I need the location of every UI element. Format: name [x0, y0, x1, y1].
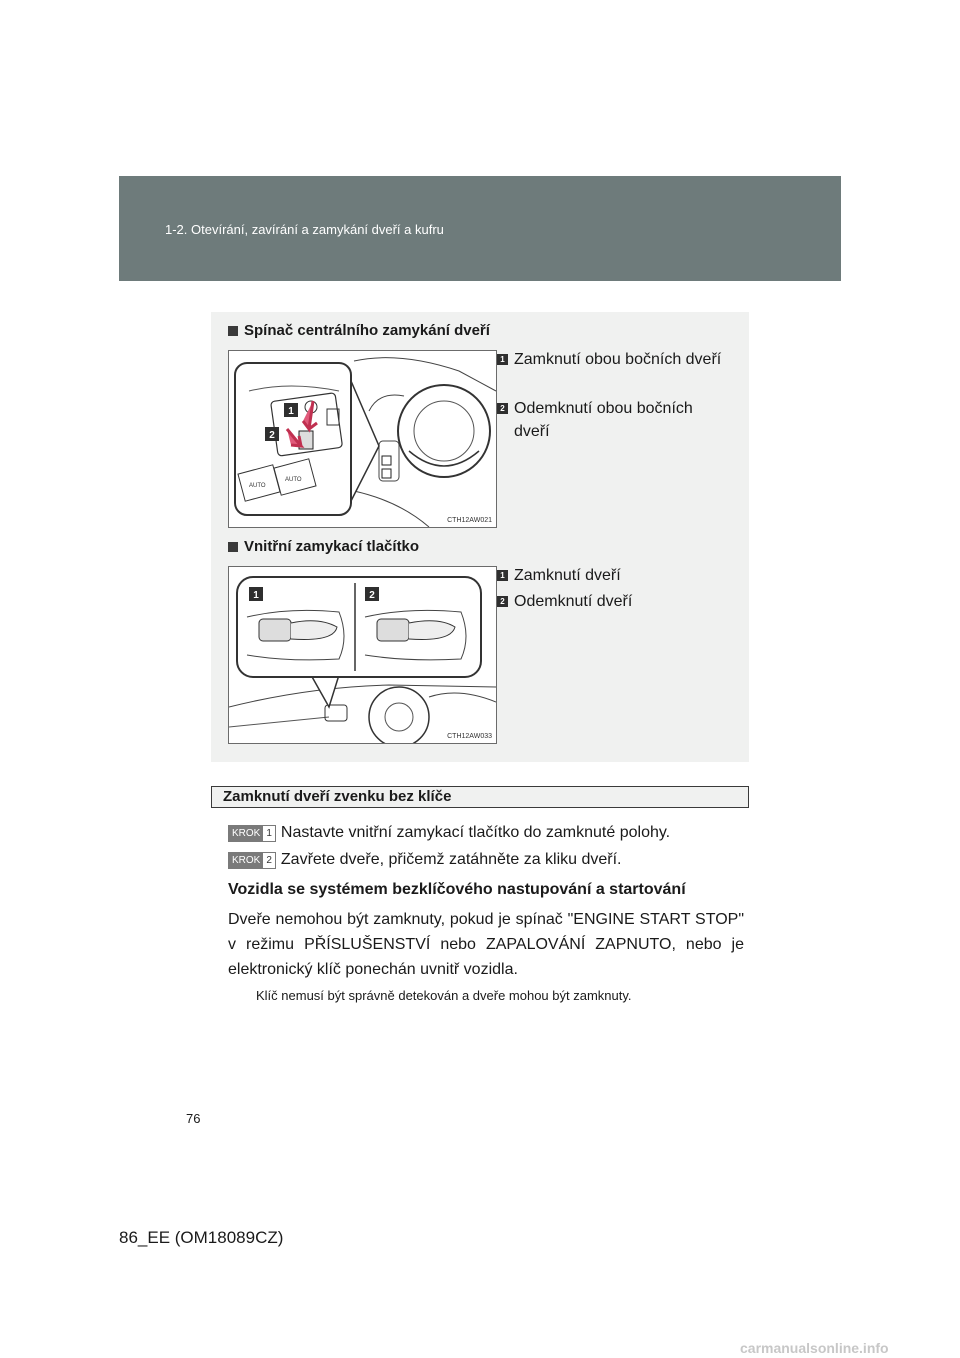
- figure-code: CTH12AW033: [447, 733, 492, 740]
- figure-central-lock-switch: [228, 350, 497, 528]
- figure-label-2: 2: [269, 430, 275, 441]
- step-text: Nastavte vnitřní zamykací tlačítko do zamknuté polohy.: [280, 824, 671, 841]
- step-tag-label: KROK: [229, 826, 263, 841]
- callout-text: Zamknutí dveří: [514, 567, 621, 584]
- page-number: 76: [186, 1111, 201, 1126]
- central-lock-switch-illustration: [229, 351, 496, 527]
- callout-number-icon: 1: [497, 354, 508, 365]
- callout-number-icon: 1: [497, 570, 508, 581]
- callout-number-icon: 2: [497, 596, 508, 607]
- figure-code: CTH12AW021: [447, 517, 492, 524]
- figure-inside-lock-button: [228, 566, 497, 744]
- callout-lock-door: [497, 564, 727, 587]
- figure-label-2: 2: [369, 590, 375, 601]
- square-bullet-icon: [228, 542, 238, 552]
- step-text: Zavřete dveře, přičemž zatáhněte za kliku dveří.: [280, 851, 622, 868]
- heading-text: Spínač centrálního zamykání dveří: [244, 322, 490, 339]
- svg-text:AUTO: AUTO: [249, 483, 266, 489]
- callout-number-icon: 2: [497, 403, 508, 414]
- callout-text: Zamknutí obou bočních dveří: [514, 351, 722, 368]
- heading-lock-without-key: Zamknutí dveří zvenku bez klíče: [211, 786, 749, 808]
- inside-lock-button-illustration: [229, 567, 496, 743]
- figure-label-1: 1: [253, 590, 259, 601]
- callout-lock-both: [497, 348, 727, 371]
- callout-unlock-door: [497, 590, 727, 613]
- step-tag-label: KROK: [229, 853, 263, 868]
- step-1: [228, 824, 670, 842]
- callout-text: Odemknutí obou bočních dveří: [514, 400, 693, 440]
- square-bullet-icon: [228, 326, 238, 336]
- svg-text:AUTO: AUTO: [285, 477, 302, 483]
- document-code: 86_EE (OM18089CZ): [119, 1228, 284, 1247]
- body-paragraph: Dveře nemohou být zamknuty, pokud je spínač "ENGINE START STOP" v režimu PŘÍSLUŠENSTVÍ nebo ZAPALOVÁNÍ ZAPNUTO, nebo je elektronický klíč ponechán uvnitř vozidla.: [228, 911, 744, 978]
- callout-unlock-both: [497, 397, 727, 443]
- step-tag-number: 1: [263, 826, 275, 841]
- section-title: 1-2. Otevírání, zavírání a zamykání dveří a kufru: [165, 222, 444, 237]
- heading-central-lock-switch: [228, 322, 490, 339]
- step-tag: [228, 825, 276, 842]
- watermark: carmanualsonline.info: [740, 1340, 889, 1356]
- callout-text: Odemknutí dveří: [514, 593, 633, 610]
- step-tag: [228, 852, 276, 869]
- step-tag-number: 2: [263, 853, 275, 868]
- subheading-keyless-vehicles: Vozidla se systémem bezklíčového nastupování a startování: [228, 881, 686, 898]
- step-2: [228, 851, 622, 869]
- note-text: Klíč nemusí být správně detekován a dveře mohou být zamknuty.: [256, 988, 632, 1003]
- figure-label-1: 1: [288, 406, 294, 417]
- heading-inside-lock-button: [228, 538, 419, 555]
- heading-text: Vnitřní zamykací tlačítko: [244, 538, 420, 555]
